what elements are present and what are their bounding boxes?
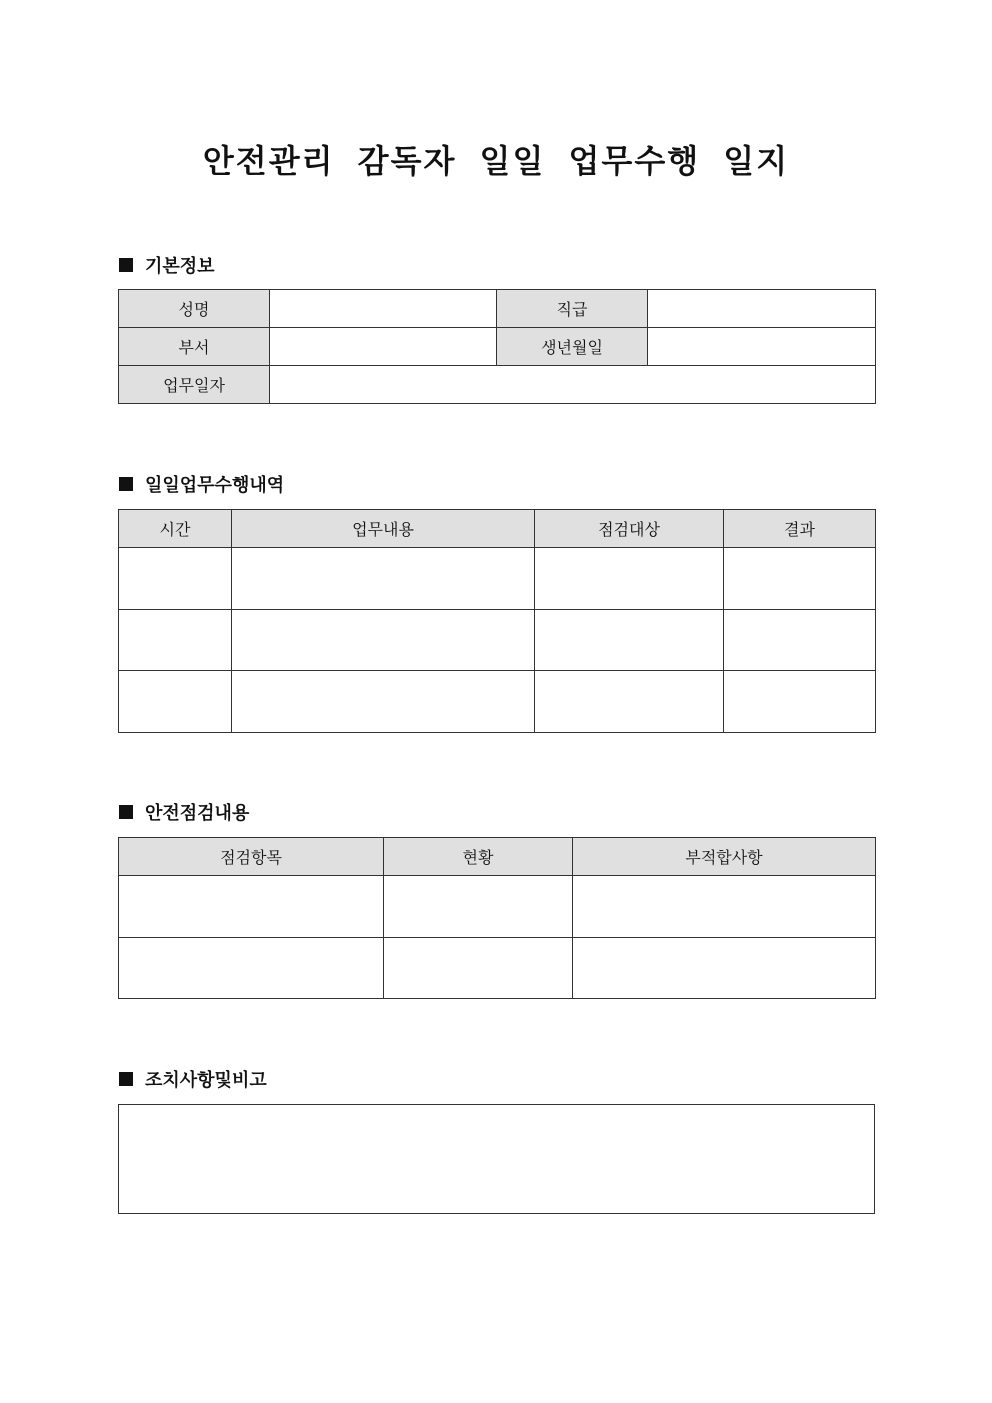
table-row	[119, 610, 876, 671]
column-header-time: 시간	[119, 510, 232, 548]
section-heading-daily-tasks	[119, 472, 284, 496]
position-field[interactable]	[648, 290, 876, 328]
square-bullet-icon	[119, 805, 133, 819]
time-cell[interactable]	[119, 610, 232, 671]
nonconformity-cell[interactable]	[573, 938, 876, 999]
section-heading-label: 조치사항및비고	[145, 1070, 267, 1091]
time-cell[interactable]	[119, 548, 232, 610]
name-label: 성명	[119, 290, 270, 328]
column-header-inspection-item: 점검항목	[119, 838, 384, 876]
section-heading-actions-remarks	[119, 1067, 267, 1091]
column-header-task-content: 업무내용	[232, 510, 535, 548]
inspection-item-cell[interactable]	[119, 876, 384, 938]
column-header-nonconformity: 부적합사항	[573, 838, 876, 876]
square-bullet-icon	[119, 477, 133, 491]
result-cell[interactable]	[724, 610, 876, 671]
inspection-target-cell[interactable]	[535, 548, 724, 610]
result-cell[interactable]	[724, 548, 876, 610]
section-heading-label: 일일업무수행내역	[145, 475, 285, 496]
department-field[interactable]	[270, 328, 497, 366]
task-content-cell[interactable]	[232, 548, 535, 610]
actions-remarks-textarea[interactable]	[118, 1104, 875, 1214]
table-row	[119, 290, 876, 328]
page-title: 안전관리 감독자 일일 업무수행 일지	[202, 142, 790, 180]
result-cell[interactable]	[724, 671, 876, 733]
status-cell[interactable]	[384, 876, 573, 938]
column-header-result: 결과	[724, 510, 876, 548]
column-header-inspection-target: 점검대상	[535, 510, 724, 548]
safety-inspection-table	[118, 837, 876, 999]
table-row	[119, 876, 876, 938]
square-bullet-icon	[119, 1072, 133, 1086]
inspection-target-cell[interactable]	[535, 671, 724, 733]
column-header-status: 현황	[384, 838, 573, 876]
section-heading-label: 기본정보	[145, 256, 215, 277]
table-header-row	[119, 838, 876, 876]
table-row	[119, 328, 876, 366]
table-row	[119, 366, 876, 404]
inspection-target-cell[interactable]	[535, 610, 724, 671]
work-date-label: 업무일자	[119, 366, 270, 404]
section-heading-label: 안전점검내용	[145, 803, 250, 824]
table-row	[119, 548, 876, 610]
inspection-item-cell[interactable]	[119, 938, 384, 999]
table-row	[119, 938, 876, 999]
birthdate-label: 생년월일	[497, 328, 648, 366]
department-label: 부서	[119, 328, 270, 366]
task-content-cell[interactable]	[232, 671, 535, 733]
name-field[interactable]	[270, 290, 497, 328]
birthdate-field[interactable]	[648, 328, 876, 366]
nonconformity-cell[interactable]	[573, 876, 876, 938]
time-cell[interactable]	[119, 671, 232, 733]
task-content-cell[interactable]	[232, 610, 535, 671]
position-label: 직급	[497, 290, 648, 328]
basic-info-table	[118, 289, 876, 404]
section-heading-basic-info	[119, 253, 215, 277]
work-date-field[interactable]	[270, 366, 876, 404]
section-heading-safety-inspection	[119, 800, 249, 824]
status-cell[interactable]	[384, 938, 573, 999]
square-bullet-icon	[119, 258, 133, 272]
daily-tasks-table	[118, 509, 876, 733]
table-row	[119, 671, 876, 733]
table-header-row	[119, 510, 876, 548]
